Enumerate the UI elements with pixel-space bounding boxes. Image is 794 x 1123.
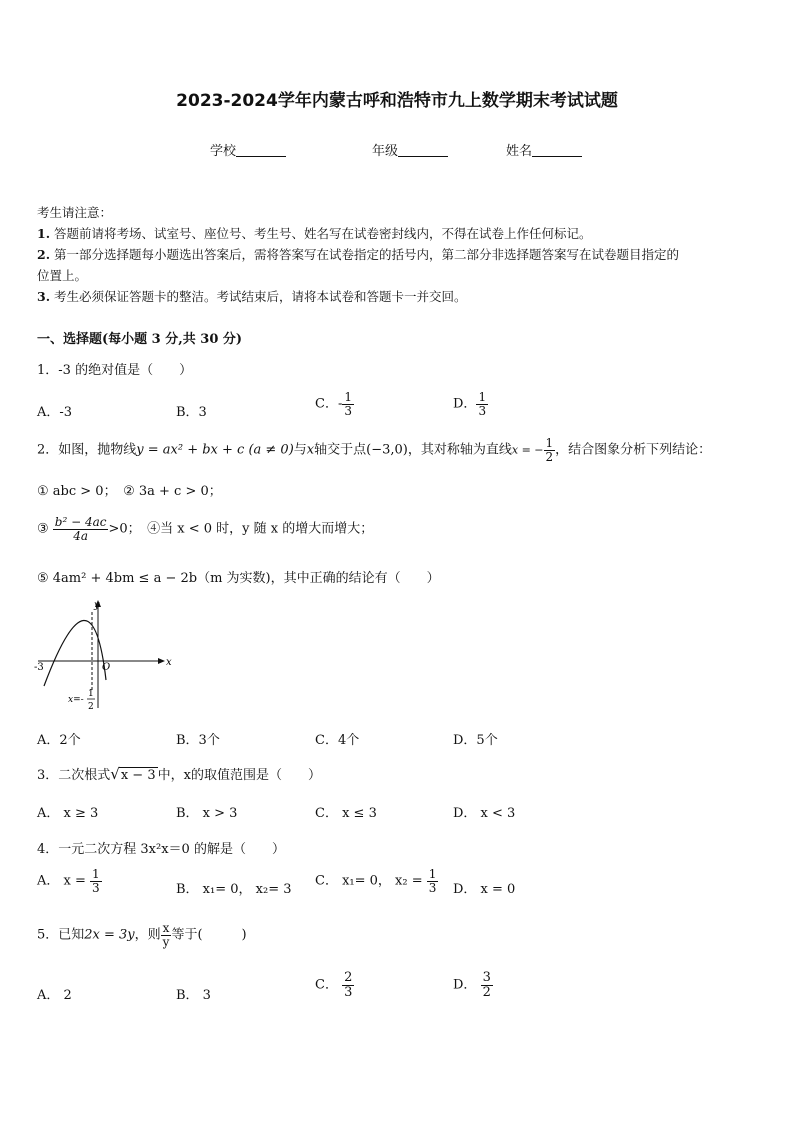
q2-conclusions-3-4: ③ $\frac{\text{b² − 4ac}}{4a}$ >0； ④当 x < 0 时，y 随 x 的增大而增大； xyxy=(37,515,374,543)
q2-option-b: B．3个 xyxy=(176,733,220,748)
y-axis-label: y xyxy=(94,600,100,611)
point-label-neg3: -3 xyxy=(34,662,44,673)
parabola-graph xyxy=(34,598,179,716)
q3-option-a: A． x ≥ 3 xyxy=(37,806,99,821)
question-2-stem: 2．如图，抛物线y = ax² + bx + c (a ≠ 0)与x轴交于点(−3,0)，其对称轴为直线x = − $\frac{1}{2}$ ，结合图象分析下列结论： xyxy=(37,436,712,464)
grade-label: 年级 xyxy=(372,144,399,159)
notice-item-1: 1. 答题前请将考场、试室号、座位号、考生号、姓名写在试卷密封线内，不得在试卷上作任何标记。 xyxy=(37,226,592,241)
x-axis-label: x xyxy=(166,657,172,668)
origin-label: O xyxy=(102,662,111,673)
q1-option-b: B．3 xyxy=(176,405,207,420)
x-axis-arrow xyxy=(158,658,165,664)
section-heading: 一、选择题(每小题 3 分,共 30 分) xyxy=(37,332,243,347)
q4-option-b: B． x₁= 0， x₂= 3 xyxy=(176,882,292,897)
q2-option-c: C．4个 xyxy=(315,733,360,748)
q4-option-d: D． x = 0 xyxy=(453,882,516,897)
symmetry-label-num: 1 xyxy=(88,689,94,699)
q5-option-d: D． $\frac{3}{2}$ xyxy=(453,970,491,1000)
notice-heading: 考生请注意： xyxy=(37,205,113,220)
q2-option-d: D．5个 xyxy=(453,733,498,748)
q5-option-b: B． 3 xyxy=(176,988,211,1003)
q2-conclusion-5: ⑤ 4am² + 4bm ≤ a − 2b（m 为实数)，其中正确的结论有（ ） xyxy=(37,571,440,586)
q4-option-c: C． x₁= 0， x₂ = $\frac{1}{3}$ xyxy=(315,867,437,895)
question-1-stem: 1．-3 的绝对值是（ ） xyxy=(37,363,193,378)
parabola-curve xyxy=(44,620,106,686)
name-field xyxy=(506,140,582,159)
q3-option-c: C． x ≤ 3 xyxy=(315,806,377,821)
name-label: 姓名 xyxy=(506,144,533,159)
school-blank xyxy=(236,144,286,157)
q3-option-d: D． x < 3 xyxy=(453,806,516,821)
school-label: 学校 xyxy=(210,144,237,159)
q5-option-a: A． 2 xyxy=(37,988,72,1003)
q1-option-a: A．-3 xyxy=(37,405,73,420)
symmetry-label: x=- xyxy=(68,695,84,705)
notice-item-2: 2. 第一部分选择题每小题选出答案后，需将答案写在试卷指定的括号内，第二部分非选择题答案写在试卷题目指定的 xyxy=(37,247,680,262)
symmetry-label-den: 2 xyxy=(88,702,94,712)
q1-option-c: C．- $\frac{1}{3}$ xyxy=(315,390,352,418)
question-5-stem: 5．已知2x = 3y，则 $\frac{x}{y}$ 等于( ) xyxy=(37,921,247,949)
notice-item-2-cont: 位置上。 xyxy=(37,268,88,283)
notice-item-3: 3. 考生必须保证答题卡的整洁。考试结束后，请将本试卷和答题卡一并交回。 xyxy=(37,289,467,304)
grade-field xyxy=(372,140,448,159)
q2-conclusions-1-2: ① abc > 0； ② 3a + c > 0； xyxy=(37,484,222,499)
page-title: 2023-2024学年内蒙古呼和浩特市九上数学期末考试试题 xyxy=(176,91,618,111)
q4-option-a: A． x = $\frac{1}{3}$ xyxy=(37,867,100,895)
question-4-stem: 4．一元二次方程 3x²x＝0 的解是（ ） xyxy=(37,842,285,857)
q1-option-d: D． $\frac{1}{3}$ xyxy=(453,390,487,418)
question-3-stem: 3．二次根式√x − 3 中，x的取值范围是（ ） xyxy=(37,765,321,783)
q3-option-b: B． x > 3 xyxy=(176,806,238,821)
q2-option-a: A．2个 xyxy=(37,733,81,748)
name-blank xyxy=(532,144,582,157)
radical-sign: √ xyxy=(110,765,120,783)
school-field xyxy=(210,140,286,159)
q5-option-c: C． $\frac{2}{3}$ xyxy=(315,970,353,1000)
grade-blank xyxy=(398,144,448,157)
